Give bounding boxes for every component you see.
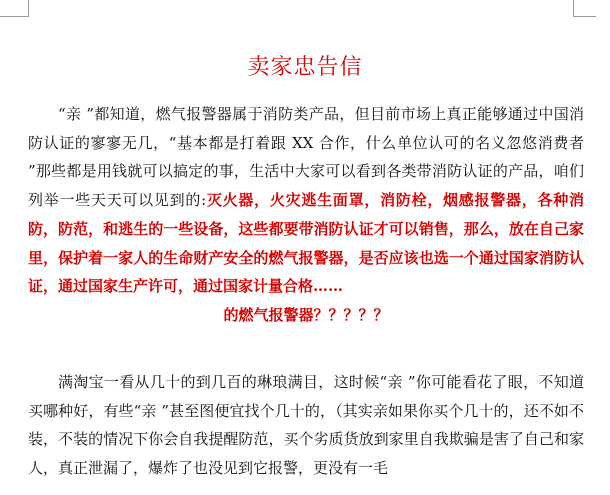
crop-mark-top-left bbox=[0, 0, 29, 17]
crop-mark-top-right bbox=[573, 0, 596, 17]
paragraph-1 bbox=[28, 100, 584, 330]
paragraph-1-normal-text: “亲 ”都知道，燃气报警器属于消防类产品，但目前市场上真正能够通过中国消防认证的寥寥无几，“基本都是打着跟 XX 合作，什么单位认可的名义忽悠消费者 ”那些都是用钱就可以搞定的事，生活中大家可以看到各类带消防认证的产品，咱们列举一些天天可以见到的: bbox=[28, 105, 584, 210]
paragraph-1-highlight-last-line: 的燃气报警器？？？？？ bbox=[223, 305, 389, 324]
paragraph-2: 满淘宝一看从几十的到几百的琳琅满目，这时候“亲 ”你可能看花了眼，不知道买哪种好，有些“亲 ”甚至图便宜找个几十的，（其实亲如果你买个几十的，还不如不装，不装的情况下你会自我提醒防范，买个劣质货放到家里自我欺骗是害了自己和家人，真正泄漏了，爆炸了也没见到它报警，更没有一毛 bbox=[28, 373, 584, 478]
paragraph-1-highlight-text: 灭火器，火灾逃生面罩，消防栓，烟感报警器，各种消防，防范，和逃生的一些设备，这些都要带消防认证才可以销售，那么，放在自己家里，保护着一家人的生命财产安全的燃气报警器，是否应该也选一个通过国家消防认证，通过国家生产许可，通过国家计量合格…… bbox=[28, 191, 584, 296]
document-title: 卖家忠告信 bbox=[247, 55, 363, 80]
